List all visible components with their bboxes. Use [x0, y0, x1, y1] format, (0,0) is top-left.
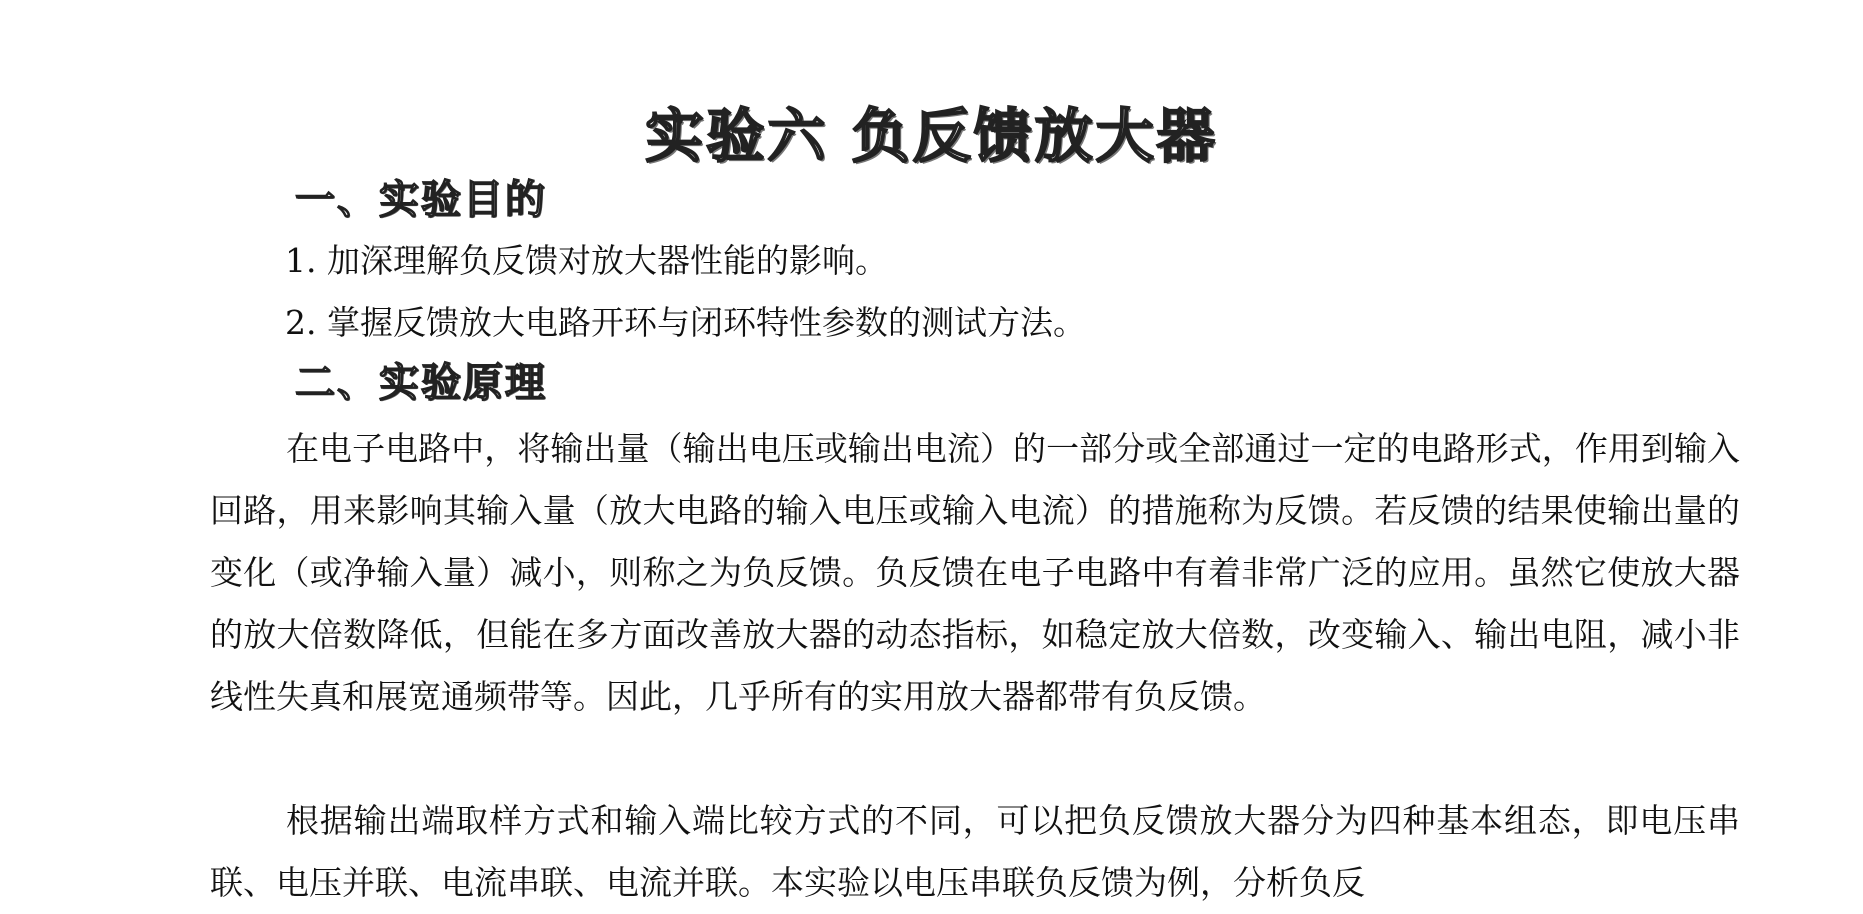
section-heading-objectives: 一、实验目的: [295, 177, 547, 223]
principle-paragraph-1: 在电子电路中，将输出量（输出电压或输出电流）的一部分或全部通过一定的电路形式，作用到输入回路，用来影响其输入量（放大电路的输入电压或输入电流）的措施称为反馈。若反馈的结果使输出量的变化（或净输入量）减小，则称之为负反馈。负反馈在电子电路中有着非常广泛的应用。虽然它使放大器的放大倍数降低，但能在多方面改善放大器的动态指标，如稳定放大倍数，改变输入、输出电阻，减小非线性失真和展宽通频带等。因此，几乎所有的实用放大器都带有负反馈。: [210, 429, 1740, 716]
principle-paragraph-2: 根据输出端取样方式和输入端比较方式的不同，可以把负反馈放大器分为四种基本组态，即电压串联、电压并联、电流串联、电流并联。本实验以电压串联负反馈为例，分析负反: [210, 801, 1740, 902]
document-title: 实验六 负反馈放大器: [645, 102, 1218, 170]
section-heading-principle: 二、实验原理: [295, 360, 547, 406]
objective-item-1: 1. 加深理解负反馈对放大器性能的影响。: [285, 241, 888, 280]
objective-item-2: 2. 掌握反馈放大电路开环与闭环特性参数的测试方法。: [285, 303, 1086, 342]
